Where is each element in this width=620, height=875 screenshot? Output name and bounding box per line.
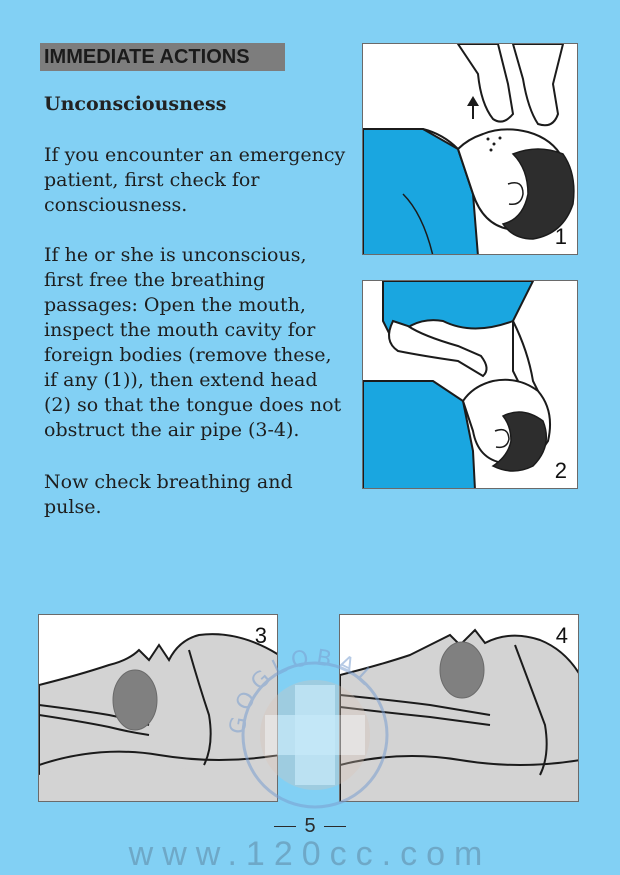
website-watermark: www.120cc.com bbox=[128, 835, 492, 873]
page-number: 5 bbox=[304, 815, 316, 837]
section-title: Unconsciousness bbox=[44, 93, 227, 115]
figure-3-number: 3 bbox=[254, 623, 267, 648]
figure-2-number: 2 bbox=[554, 458, 567, 483]
section-header: IMMEDIATE ACTIONS bbox=[40, 43, 285, 71]
head-tilt-illustration-icon bbox=[363, 281, 578, 489]
figure-1-number: 1 bbox=[554, 224, 567, 249]
paragraph-check-breathing: Now check breathing and pulse. bbox=[44, 471, 293, 518]
watermark-seal-icon bbox=[215, 640, 415, 810]
left-dash bbox=[274, 826, 296, 827]
open-mouth-illustration-icon bbox=[363, 44, 578, 255]
paragraph-check-consciousness: If you encounter an emergency patient, first check for consciousness. bbox=[44, 144, 346, 216]
figure-2-panel bbox=[362, 280, 578, 489]
figure-4-number: 4 bbox=[555, 623, 568, 648]
watermark-arc-text: GOGLOBAL bbox=[225, 645, 382, 736]
figure-1-panel bbox=[362, 43, 578, 255]
paragraph-free-airway: If he or she is unconscious, first free the breathing passages: Open the mouth, inspect the mouth cavity for foreign bodies (remove these, if any (1)), then extend head (2) so that the tongue does not obstruct the air pipe (3-4). bbox=[44, 244, 342, 441]
right-dash bbox=[324, 826, 346, 827]
